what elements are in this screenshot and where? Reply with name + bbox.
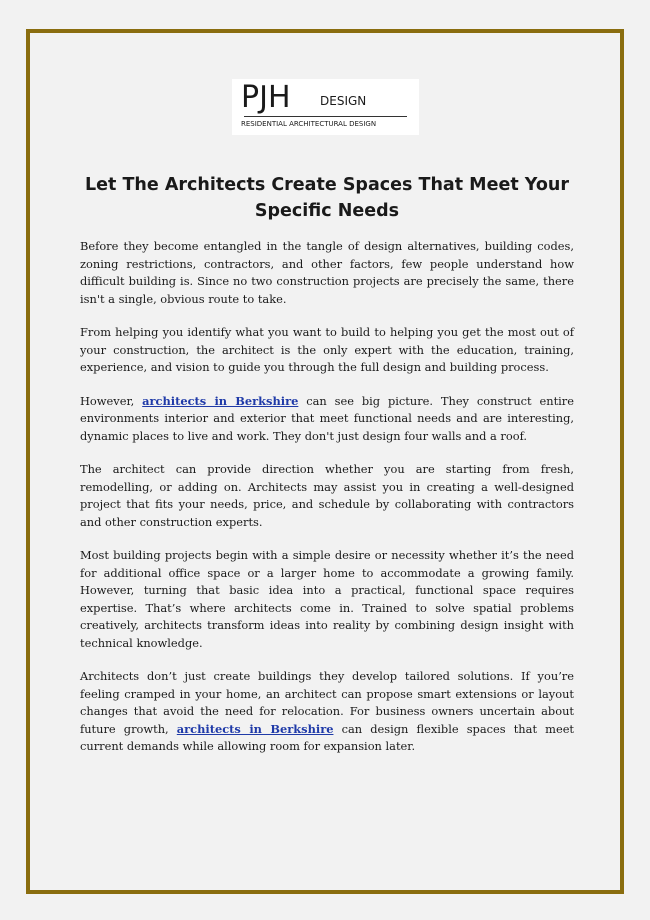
- paragraph-2: From helping you identify what you want to build to helping you get the most out of your construction, the architect is the only expert with the education, training, experience, and vision to guide you through the full design and building process.: [80, 325, 574, 374]
- architects-berkshire-link-2[interactable]: architects in Berkshire: [176, 721, 334, 736]
- paragraph-5: Most building projects begin with a simple desire or necessity whether it’s the need for additional office space or a larger home to accommodate a growing family. However, turning that basic idea into a practical, functional space requires expertise. That’s where architects come in. Trained to solve spatial problems creatively, architects transform ideas into reality by combining design insight with technical knowledge.: [80, 548, 574, 650]
- logo-divider: [244, 116, 407, 117]
- paragraph-4: The architect can provide direction whether you are starting from fresh, remodelling, or adding on. Architects may assist you in creating a well-designed project that fits your needs, price, and schedule by collaborating with contractors and other construction experts.: [80, 462, 574, 529]
- paragraph-6-rest: can design flexible spaces that meet current demands while allowing room for expansion later.: [80, 721, 575, 753]
- paragraph-6: [80, 668, 574, 756]
- logo-word: DESIGN: [320, 94, 367, 108]
- pjh-design-logo: [232, 79, 419, 135]
- logo-mark: PJH: [241, 80, 291, 115]
- paragraph-1: Before they become entangled in the tangle of design alternatives, building codes, zoning restrictions, contractors, and other factors, few people understand how difficult building is. Since no two construction projects are precisely the same, there isn't a single, obvious route to take.: [80, 239, 574, 306]
- logo-tagline: RESIDENTIAL ARCHITECTURAL DESIGN: [241, 120, 377, 128]
- paragraph-3: [80, 393, 574, 446]
- paragraph-3-rest: can see big picture. They construct entire environments interior and exterior that meet functional needs and are interesting, dynamic places to live and work. They don't just design four walls and a roof.: [80, 393, 574, 443]
- architects-berkshire-link[interactable]: architects in Berkshire: [142, 393, 299, 408]
- paragraph-6-lead: Architects don’t just create buildings they develop tailored solutions. If you’re feeling cramped in your home, an architect can propose smart extensions or layout changes that avoid the need for relocation. For business owners uncertain about future growth,: [80, 669, 574, 736]
- article-body: [80, 238, 574, 772]
- page-title: Let The Architects Create Spaces That Meet Your Specific Needs: [85, 175, 569, 221]
- paragraph-3-lead: However,: [80, 393, 143, 408]
